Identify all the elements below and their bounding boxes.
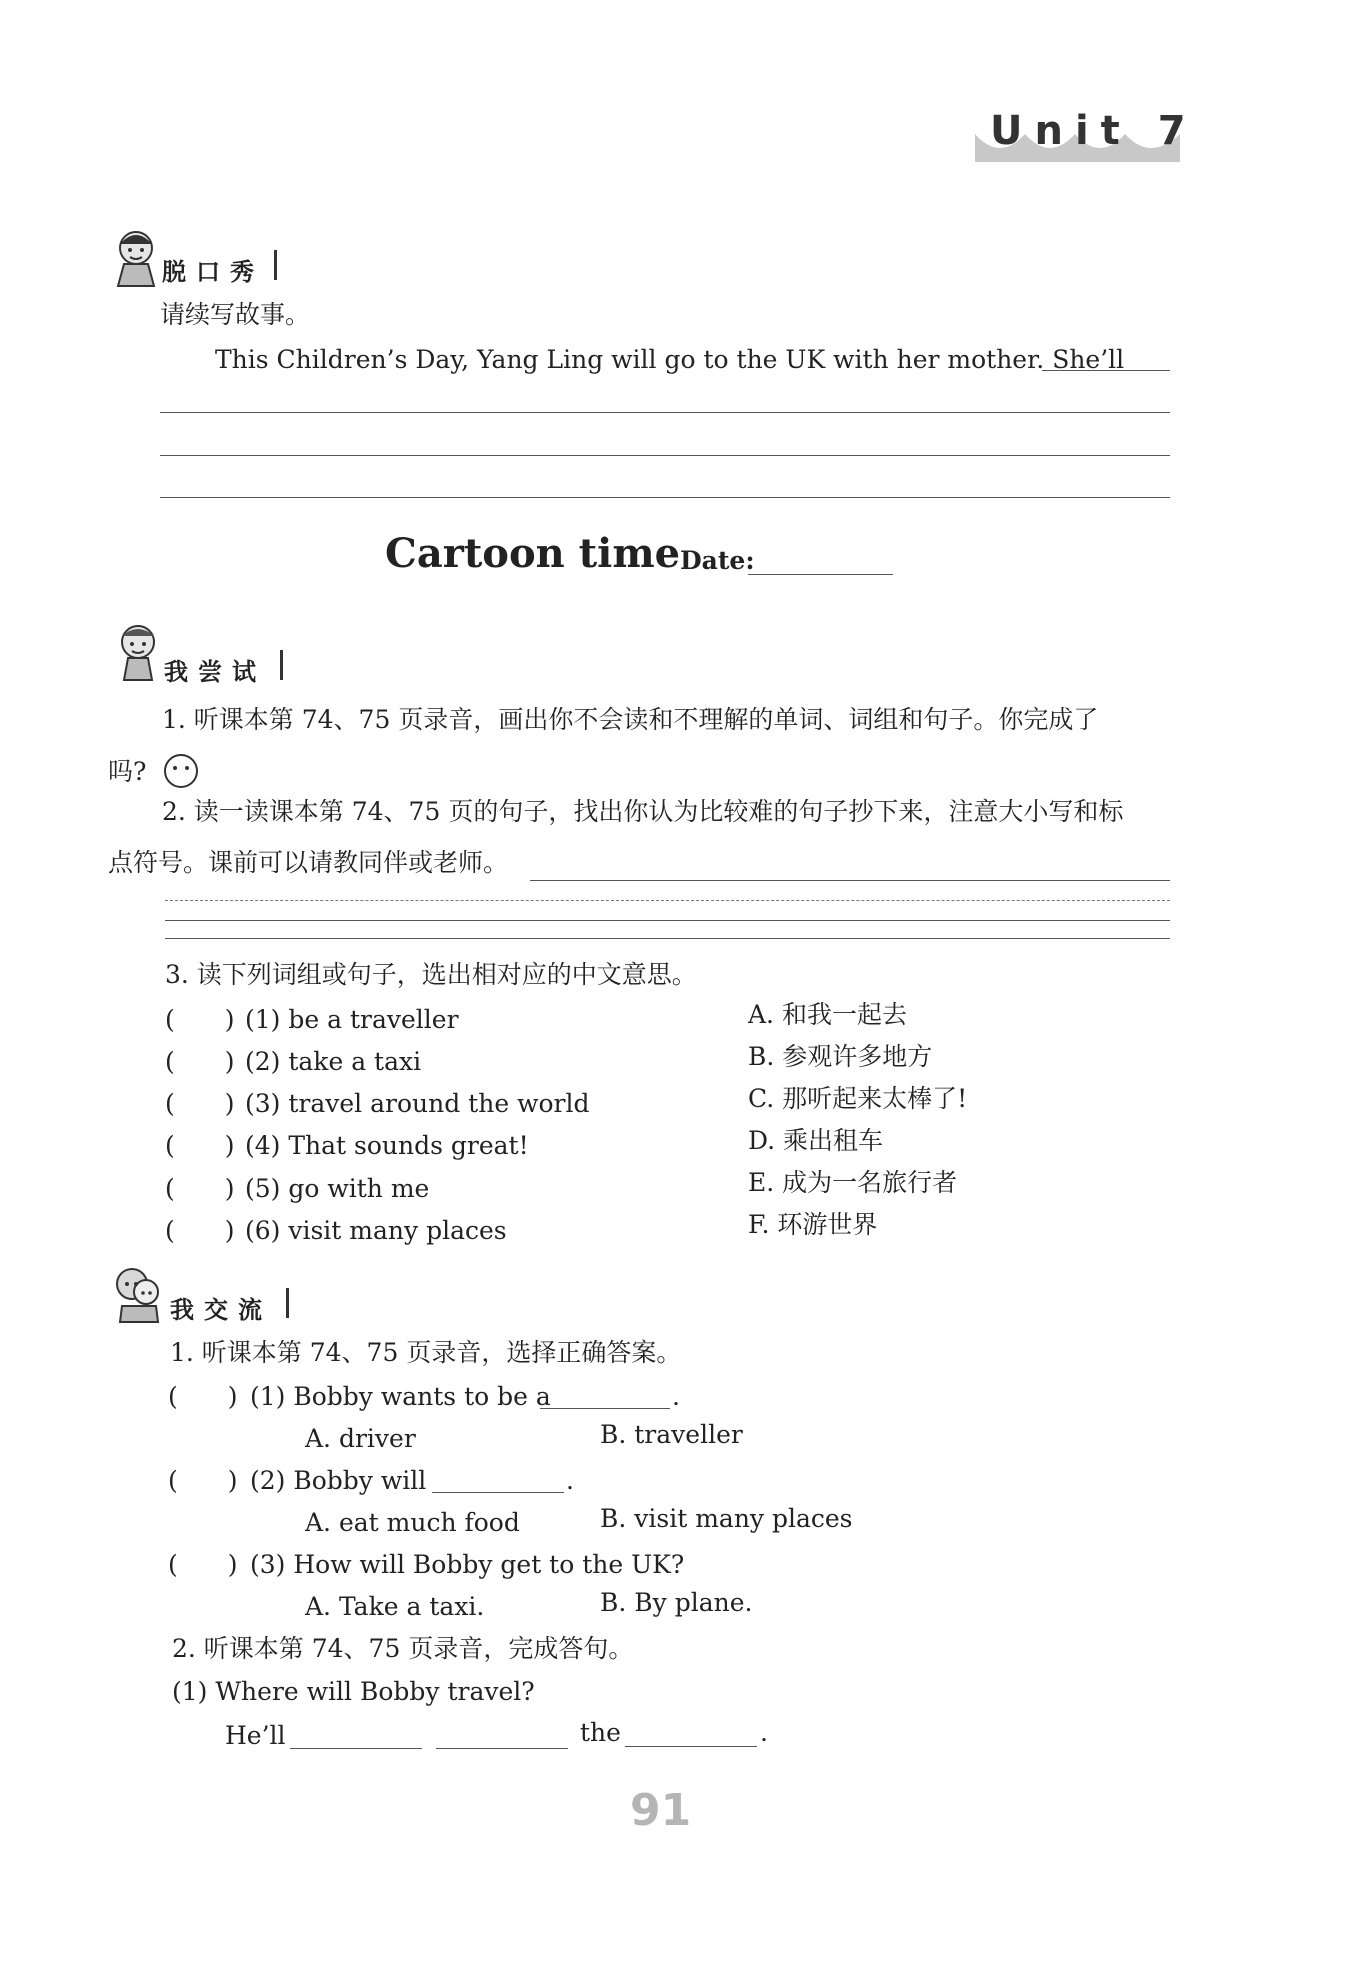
match-item: (4) That sounds great! <box>245 1131 529 1160</box>
answer-parentheses[interactable]: ( ) <box>165 1174 235 1203</box>
story-start-text: This Children’s Day, Yang Ling will go to the UK with her mother. She’ll <box>215 345 1125 374</box>
answer-parentheses[interactable]: ( ) <box>168 1466 238 1495</box>
try-section-title: 我尝试 <box>164 658 266 686</box>
mc-option-b[interactable]: B. visit many places <box>600 1504 853 1533</box>
answer-parentheses[interactable]: ( ) <box>165 1216 235 1245</box>
mc-question-stem: (1) Bobby wants to be a <box>250 1382 551 1411</box>
copy-line[interactable] <box>165 938 1170 939</box>
try-question-2-line1: 2. 读一读课本第 74、75 页的句子，找出你认为比较难的句子抄下来，注意大小写和标 <box>162 797 1124 826</box>
section-divider <box>286 1288 289 1318</box>
fill-answer-end: . <box>760 1718 768 1747</box>
match-item: (2) take a taxi <box>245 1047 422 1076</box>
answer-blank[interactable] <box>625 1746 757 1747</box>
date-blank[interactable] <box>748 574 893 575</box>
talk-show-title: 脱口秀 <box>162 258 264 286</box>
match-option: C. 那听起来太棒了! <box>748 1084 968 1113</box>
writing-line[interactable] <box>160 412 1170 413</box>
kids-mascot-icon <box>112 1262 164 1324</box>
girl-mascot-icon <box>110 228 162 290</box>
copy-line[interactable] <box>530 880 1170 881</box>
writing-line[interactable] <box>160 497 1170 498</box>
match-item: (1) be a traveller <box>245 1005 459 1034</box>
answer-blank[interactable] <box>432 1492 564 1493</box>
exchange-question-1-title: 1. 听课本第 74、75 页录音，选择正确答案。 <box>170 1338 682 1367</box>
match-option: E. 成为一名旅行者 <box>748 1168 958 1197</box>
boy-mascot-icon <box>112 622 164 684</box>
mc-question-stem: (2) Bobby will <box>250 1466 427 1495</box>
unit-title: Unit 7 <box>990 108 1198 154</box>
try-question-3-title: 3. 读下列词组或句子，选出相对应的中文意思。 <box>165 960 697 989</box>
mc-question-end: . <box>672 1382 680 1411</box>
match-option: A. 和我一起去 <box>748 1000 907 1029</box>
fill-question-item: (1) Where will Bobby travel? <box>172 1677 535 1706</box>
fill-answer-start: He’ll <box>225 1721 286 1750</box>
try-question-1-line2: 吗? <box>108 757 147 786</box>
mc-question-stem: (3) How will Bobby get to the UK? <box>250 1550 685 1579</box>
match-item: (5) go with me <box>245 1174 430 1203</box>
answer-parentheses[interactable]: ( ) <box>168 1382 238 1411</box>
try-question-2-line2: 点符号。课前可以请教同伴或老师。 <box>108 848 509 877</box>
smiley-face-icon[interactable] <box>162 752 200 790</box>
answer-parentheses[interactable]: ( ) <box>165 1131 235 1160</box>
copy-guide-line <box>165 900 1170 901</box>
story-blank[interactable] <box>1042 370 1170 371</box>
answer-parentheses[interactable]: ( ) <box>165 1089 235 1118</box>
answer-parentheses[interactable]: ( ) <box>165 1005 235 1034</box>
talk-show-instruction: 请续写故事。 <box>160 300 311 329</box>
answer-parentheses[interactable]: ( ) <box>165 1047 235 1076</box>
exchange-question-2-title: 2. 听课本第 74、75 页录音，完成答句。 <box>172 1634 634 1663</box>
answer-blank[interactable] <box>436 1748 568 1749</box>
match-option: D. 乘出租车 <box>748 1126 884 1155</box>
exchange-section-title: 我交流 <box>170 1296 272 1324</box>
mc-option-a[interactable]: A. eat much food <box>305 1508 520 1537</box>
match-option: B. 参观许多地方 <box>748 1042 933 1071</box>
try-question-1-line1: 1. 听课本第 74、75 页录音，画出你不会读和不理解的单词、词组和句子。你完成了 <box>162 705 1099 734</box>
page-number: 91 <box>630 1785 692 1836</box>
match-item: (6) visit many places <box>245 1216 507 1245</box>
mc-option-a[interactable]: A. driver <box>305 1424 416 1453</box>
answer-parentheses[interactable]: ( ) <box>168 1550 238 1579</box>
cartoon-time-title: Cartoon time <box>385 530 681 577</box>
mc-option-a[interactable]: A. Take a taxi. <box>305 1592 485 1621</box>
mc-option-b[interactable]: B. traveller <box>600 1420 743 1449</box>
writing-line[interactable] <box>160 455 1170 456</box>
date-label: Date: <box>680 546 755 575</box>
mc-question-end: . <box>566 1466 574 1495</box>
section-divider <box>280 650 283 680</box>
answer-blank[interactable] <box>540 1408 670 1409</box>
match-item: (3) travel around the world <box>245 1089 590 1118</box>
match-option: F. 环游世界 <box>748 1210 878 1239</box>
mc-option-b[interactable]: B. By plane. <box>600 1588 753 1617</box>
fill-answer-the: the <box>580 1718 621 1747</box>
answer-blank[interactable] <box>290 1748 422 1749</box>
copy-line[interactable] <box>165 920 1170 921</box>
section-divider <box>274 250 277 280</box>
